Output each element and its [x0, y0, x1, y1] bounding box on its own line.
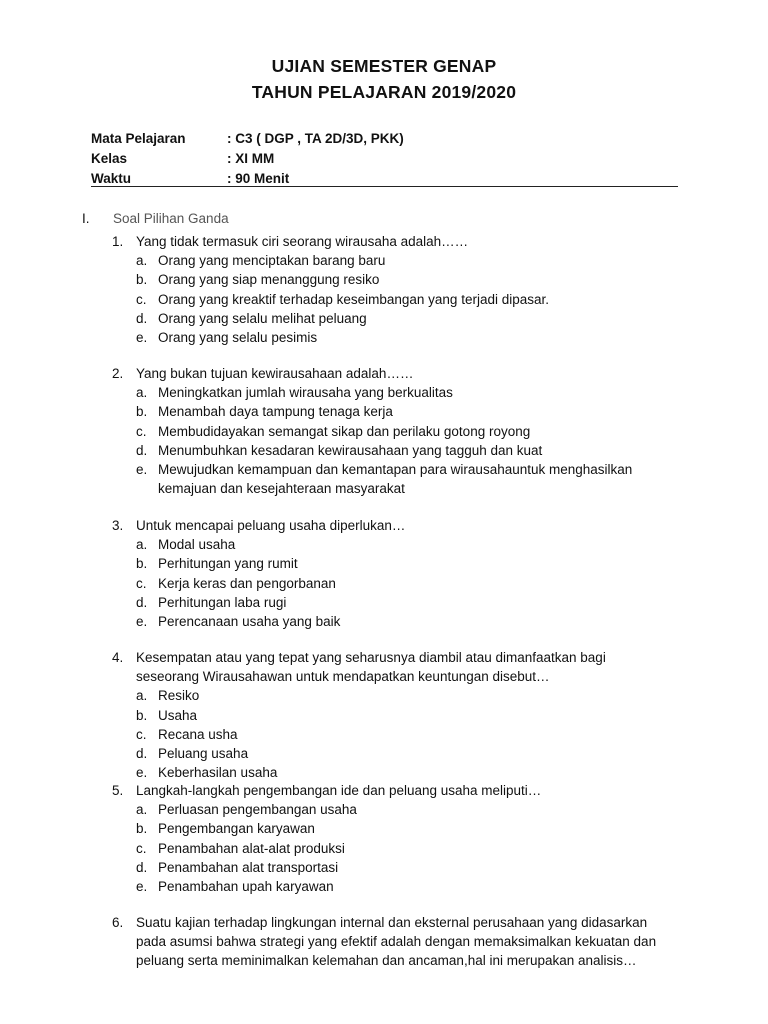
option-text: Membudidayakan semangat sikap dan perilaku gotong royong: [158, 423, 531, 439]
question-text: Suatu kajian terhadap lingkungan internal dan eksternal perusahaan yang didasarkan pada asumsi bahwa strategi yang efektif adalah dengan memaksimalkan kekuatan dan peluang serta meminimalkan kelemahan dan ancaman,hal ini merupakan analisis…: [136, 915, 657, 969]
option-text: Perhitungan yang rumit: [158, 556, 298, 572]
option-text: Menumbuhkan kesadaran kewirausahaan yang tagguh dan kuat: [158, 442, 543, 458]
option-text: Orang yang selalu melihat peluang: [158, 310, 367, 326]
question-2: [112, 364, 672, 498]
option-text: Orang yang siap menanggung resiko: [158, 272, 380, 288]
option-letter: b.: [136, 272, 148, 288]
option-item: [112, 612, 672, 631]
question-4: [112, 648, 672, 782]
option-letter: a.: [136, 253, 148, 269]
option-letter: e.: [136, 462, 148, 478]
question-number: 2.: [112, 366, 124, 381]
option-item: [112, 383, 672, 402]
option-letter: d.: [136, 310, 148, 326]
option-text: Usaha: [158, 707, 198, 723]
question-1: [112, 232, 672, 347]
option-text: Penambahan upah karyawan: [158, 879, 334, 895]
option-text: Pengembangan karyawan: [158, 821, 315, 837]
question-number: 1.: [112, 234, 124, 249]
option-text: Orang yang menciptakan barang baru: [158, 253, 386, 269]
option-text: Recana usha: [158, 726, 238, 742]
option-item: [112, 535, 672, 554]
question-text: Yang tidak termasuk ciri seorang wirausaha adalah……: [136, 234, 469, 249]
section-title: Soal Pilihan Ganda: [113, 211, 229, 226]
exam-info-table: [91, 129, 678, 189]
option-text: Orang yang kreaktif terhadap keseimbangan yang terjadi dipasar.: [158, 291, 549, 307]
option-letter: d.: [136, 594, 148, 610]
question-text: Langkah-langkah pengembangan ide dan peluang usaha meliputi…: [136, 783, 542, 798]
option-list: [112, 535, 672, 631]
option-item: [112, 877, 672, 896]
question-text: Untuk mencapai peluang usaha diperlukan…: [136, 518, 406, 533]
option-text: Penambahan alat transportasi: [158, 859, 339, 875]
option-letter: c.: [136, 726, 147, 742]
academic-year-title: TAHUN PELAJARAN 2019/2020: [251, 82, 517, 102]
section-number: I.: [82, 211, 90, 226]
question-number: 4.: [112, 650, 124, 665]
info-value: : C3 ( DGP , TA 2D/3D, PKK): [227, 131, 404, 146]
option-item: [112, 839, 672, 858]
header-divider: [91, 186, 678, 187]
option-item: [112, 744, 672, 763]
question-text: Yang bukan tujuan kewirausahaan adalah……: [136, 366, 414, 381]
option-letter: a.: [136, 802, 148, 818]
option-letter: a.: [136, 385, 148, 401]
option-item: [112, 251, 672, 270]
option-item: [112, 763, 672, 782]
option-item: [112, 574, 672, 593]
option-text: Kerja keras dan pengorbanan: [158, 575, 336, 591]
option-letter: e.: [136, 614, 148, 630]
option-item: [112, 422, 672, 441]
option-letter: d.: [136, 859, 148, 875]
info-value: : 90 Menit: [227, 171, 290, 186]
option-item: [112, 309, 672, 328]
option-letter: e.: [136, 879, 148, 895]
option-list: [112, 251, 672, 347]
question-text: Kesempatan atau yang tepat yang seharusnya diambil atau dimanfaatkan bagi seseorang Wirausahawan untuk mendapatkan keuntungan disebut…: [136, 650, 606, 685]
question-number: 5.: [112, 783, 124, 798]
option-letter: a.: [136, 537, 148, 553]
option-letter: b.: [136, 707, 148, 723]
option-text: Perhitungan laba rugi: [158, 594, 287, 610]
info-row-subject: [91, 129, 678, 149]
option-letter: b.: [136, 404, 148, 420]
option-text: Mewujudkan kemampuan dan kemantapan para wirausahauntuk menghasilkan kemajuan dan kesejahteraan masyarakat: [158, 462, 633, 497]
option-item: [112, 328, 672, 347]
option-text: Modal usaha: [158, 537, 236, 553]
option-text: Resiko: [158, 688, 200, 704]
option-letter: c.: [136, 840, 147, 856]
option-letter: c.: [136, 291, 147, 307]
info-value: : XI MM: [227, 151, 275, 166]
option-item: [112, 706, 672, 725]
option-letter: b.: [136, 556, 148, 572]
option-letter: c.: [136, 423, 147, 439]
option-item: [112, 725, 672, 744]
option-item: [112, 686, 672, 705]
option-letter: e.: [136, 765, 148, 781]
option-text: Orang yang selalu pesimis: [158, 330, 318, 346]
question-3: [112, 516, 672, 631]
option-text: Penambahan alat-alat produksi: [158, 840, 345, 856]
option-letter: a.: [136, 688, 148, 704]
option-item: [112, 858, 672, 877]
exam-title: UJIAN SEMESTER GENAP: [271, 56, 497, 76]
option-letter: b.: [136, 821, 148, 837]
option-text: Keberhasilan usaha: [158, 765, 278, 781]
question-5: [112, 781, 672, 896]
question-number: 3.: [112, 518, 124, 533]
option-item: [112, 270, 672, 289]
option-text: Perencanaan usaha yang baik: [158, 614, 341, 630]
option-text: Perluasan pengembangan usaha: [158, 802, 357, 818]
option-item: [112, 441, 672, 460]
option-item: [112, 819, 672, 838]
question-6: [112, 913, 672, 971]
option-text: Menambah daya tampung tenaga kerja: [158, 404, 393, 420]
info-label: Waktu: [91, 171, 131, 186]
option-list: [112, 686, 672, 782]
option-letter: d.: [136, 746, 148, 762]
option-letter: e.: [136, 330, 148, 346]
option-item: [112, 554, 672, 573]
option-item: [112, 290, 672, 309]
option-letter: d.: [136, 442, 148, 458]
option-text: Meningkatkan jumlah wirausaha yang berkualitas: [158, 385, 453, 401]
info-row-class: [91, 149, 678, 169]
option-item: [112, 593, 672, 612]
option-letter: c.: [136, 575, 147, 591]
info-label: Mata Pelajaran: [91, 131, 186, 146]
option-list: [112, 383, 672, 498]
info-label: Kelas: [91, 151, 128, 166]
option-item: [112, 402, 672, 421]
question-number: 6.: [112, 915, 124, 930]
option-list: [112, 800, 672, 896]
option-text: Peluang usaha: [158, 746, 249, 762]
option-item: [112, 800, 672, 819]
option-item: [112, 460, 672, 498]
